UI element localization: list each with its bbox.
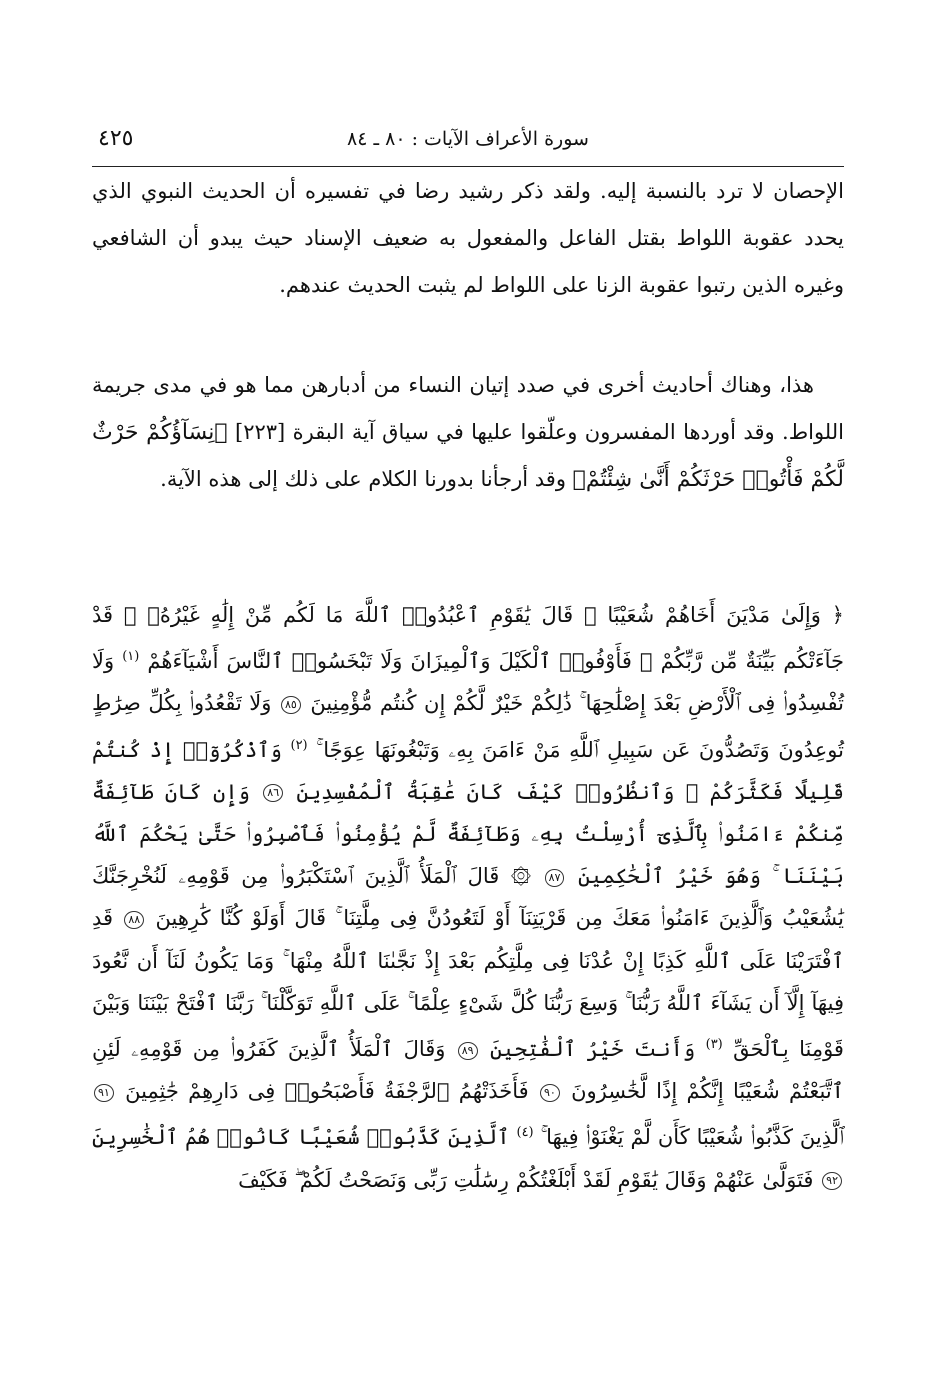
verse-text: فَأَخَذَتْهُمُ ٱلرَّجْفَةُ فَأَصْبَحُوا۟ فِى دَارِهِمْ جَٰثِمِينَ <box>125 1079 529 1104</box>
footnote-marker: (٢) <box>290 737 308 753</box>
page-header <box>92 120 844 167</box>
commentary-paragraph-1 <box>92 168 844 309</box>
verse-text: وَٱذْكُرُوٓا۟ إِذْ كُنتُمْ قَلِيلًا فَكَثَّرَكُمْ ۖ وَٱنظُرُوا۟ كَيْفَ كَانَ عَٰقِبَةُ ٱلْمُفْسِدِينَ <box>92 737 845 804</box>
verse-text: قَدِ ٱفْتَرَيْنَا عَلَى ٱللَّهِ كَذِبًا إِنْ عُدْنَا فِى مِلَّتِكُم بَعْدَ إِذْ نَجَّىٰنَا ٱللَّهُ مِنْهَا ۚ وَمَا يَكُونُ لَنَآ أَن نَّعُودَ فِيهَآ إِلَّآ أَن يَشَآءَ ٱللَّهُ رَبُّنَا ۚ وَسِعَ رَبُّنَا كُلَّ شَىْءٍ عِلْمًا ۚ عَلَى ٱللَّهِ تَوَكَّلْنَا ۚ رَبَّنَا ٱفْتَحْ بَيْنَنَا وَبَيْنَ قَوْمِنَا بِٱلْحَقِّ <box>92 906 844 1062</box>
commentary-text-2 <box>92 362 844 503</box>
paragraph2-tail: وقد أرجأنا بدورنا الكلام على ذلك إلى هذه الآية. <box>160 467 573 491</box>
ayah-number-marker: ٩١ <box>94 1084 114 1102</box>
running-title: سورة الأعراف الآيات : ٨٠ ـ ٨٤ <box>347 128 589 150</box>
commentary-paragraph-2 <box>92 362 844 503</box>
ayah-number-marker: ٨٨ <box>124 911 144 929</box>
quran-quote: ﴿نِسَآؤُكُمْ حَرْثٌ لَّكُمْ فَأْتُوا۟ حَرْثَكُمْ أَنَّىٰ شِئْتُمْ﴾ <box>92 420 844 492</box>
verse-text: ٱلَّذِينَ كَذَّبُوا۟ شُعَيْبًا كَأَن لَّمْ يَغْنَوْا۟ فِيهَا ۚ <box>540 1125 844 1150</box>
verse-text: وَأَنتَ خَيْرُ ٱلْفَٰتِحِينَ <box>489 1037 696 1062</box>
verse-text: فَتَوَلَّىٰ عَنْهُمْ وَقَالَ يَٰقَوْمِ لَقَدْ أَبْلَغْتُكُمْ رِسَٰلَٰتِ رَبِّى وَنَصَحْتُ لَكُمْ ۖ فَكَيْفَ <box>238 1167 814 1192</box>
commentary-text-1: الإحصان لا ترد بالنسبة إليه. ولقد ذكر رشيد رضا في تفسيره أن الحديث النبوي الذي يحدد عقوبة اللواط بقتل الفاعل والمفعول به ضعيف الإسناد حيث يبدو أن الشافعي وغيره الذين رتبوا عقوبة الزنا على اللواط لم يثبت الحديث عندهم. <box>92 179 844 297</box>
ayah-number-marker: ٨٥ <box>281 696 301 714</box>
ayah-number-marker: ٨٩ <box>458 1042 478 1060</box>
verse-text: وَلَا تَقْعُدُوا۟ بِكُلِّ صِرَٰطٍ تُوعِدُونَ وَتَصُدُّونَ عَن سَبِيلِ ٱللَّهِ مَنْ ءَامَنَ بِهِۦ وَتَبْغُونَهَا عِوَجًا ۚ <box>92 691 845 762</box>
quran-verses-block <box>92 594 844 1201</box>
verse-text: وَقَالَ ٱلْمَلَأُ ٱلَّذِينَ كَفَرُوا۟ مِن قَوْمِهِۦ لَئِنِ ٱتَّبَعْتُمْ شُعَيْبًا إِنَّكُمْ إِذًا لَّخَٰسِرُونَ <box>92 1037 844 1104</box>
verse-text: ﴿ وَإِلَىٰ مَدْيَنَ أَخَاهُمْ شُعَيْبًا ۗ قَالَ يَٰقَوْمِ ٱعْبُدُوا۟ ٱللَّهَ مَا لَكُم مِّنْ إِلَٰهٍ غَيْرُهُۥ ۖ قَدْ جَآءَتْكُم بَيِّنَةٌ مِّن رَّبِّكُمْ ۖ فَأَوْفُوا۟ ٱلْكَيْلَ وَٱلْمِيزَانَ وَلَا تَبْخَسُوا۟ ٱلنَّاسَ أَشْيَآءَهُمْ <box>92 603 844 674</box>
page-number: ٤٢٥ <box>98 126 134 151</box>
verse-text: وَإِن كَانَ طَآئِفَةٌ مِّنكُمْ ءَامَنُوا۟ بِٱلَّذِىٓ أُرْسِلْتُ بِهِۦ وَطَآئِفَةٌ لَّمْ يُؤْمِنُوا۟ فَٱصْبِرُوا۟ حَتَّىٰ يَحْكُمَ ٱللَّهُ بَيْنَنَا ۚ وَهُوَ خَيْرُ ٱلْحَٰكِمِينَ <box>92 779 844 889</box>
footnote-marker: (٣) <box>705 1037 723 1053</box>
ayah-number-marker: ٨٧ <box>545 869 565 887</box>
verse-text: ۞ قَالَ ٱلْمَلَأُ ٱلَّذِينَ ٱسْتَكْبَرُوا۟ مِن قَوْمِهِۦ لَنُخْرِجَنَّكَ يَٰشُعَيْبُ وَٱلَّذِينَ ءَامَنُوا۟ مَعَكَ مِن قَرْيَتِنَآ أَوْ لَتَعُودُنَّ فِى مِلَّتِنَا ۚ قَالَ أَوَلَوْ كُنَّا كَٰرِهِينَ <box>92 864 844 931</box>
verse-text: ٱلَّذِينَ كَذَّبُوا۟ شُعَيْبًا كَانُوا۟ هُمُ ٱلْخَٰسِرِينَ <box>92 1125 510 1150</box>
verse-text: وَلَا تُفْسِدُوا۟ فِى ٱلْأَرْضِ بَعْدَ إِصْلَٰحِهَا ۚ ذَٰلِكُمْ خَيْرٌ لَّكُمْ إِن كُنتُم مُّؤْمِنِينَ <box>92 649 844 716</box>
footnote-marker: (١) <box>122 649 140 665</box>
paragraph2-lead: هذا، وهناك أحاديث أخرى في صدد إتيان النساء من أدبارهن مما هو في مدى جريمة اللواط. وقد أوردها المفسرون وعلّقوا عليها في سياق آية البقرة [٢٢٣] <box>92 373 844 444</box>
ayah-number-marker: ٩٠ <box>540 1084 560 1102</box>
ayah-number-marker: ٨٦ <box>263 784 283 802</box>
footnote-marker: (٤) <box>516 1125 534 1141</box>
ayah-number-marker: ٩٢ <box>822 1172 842 1190</box>
